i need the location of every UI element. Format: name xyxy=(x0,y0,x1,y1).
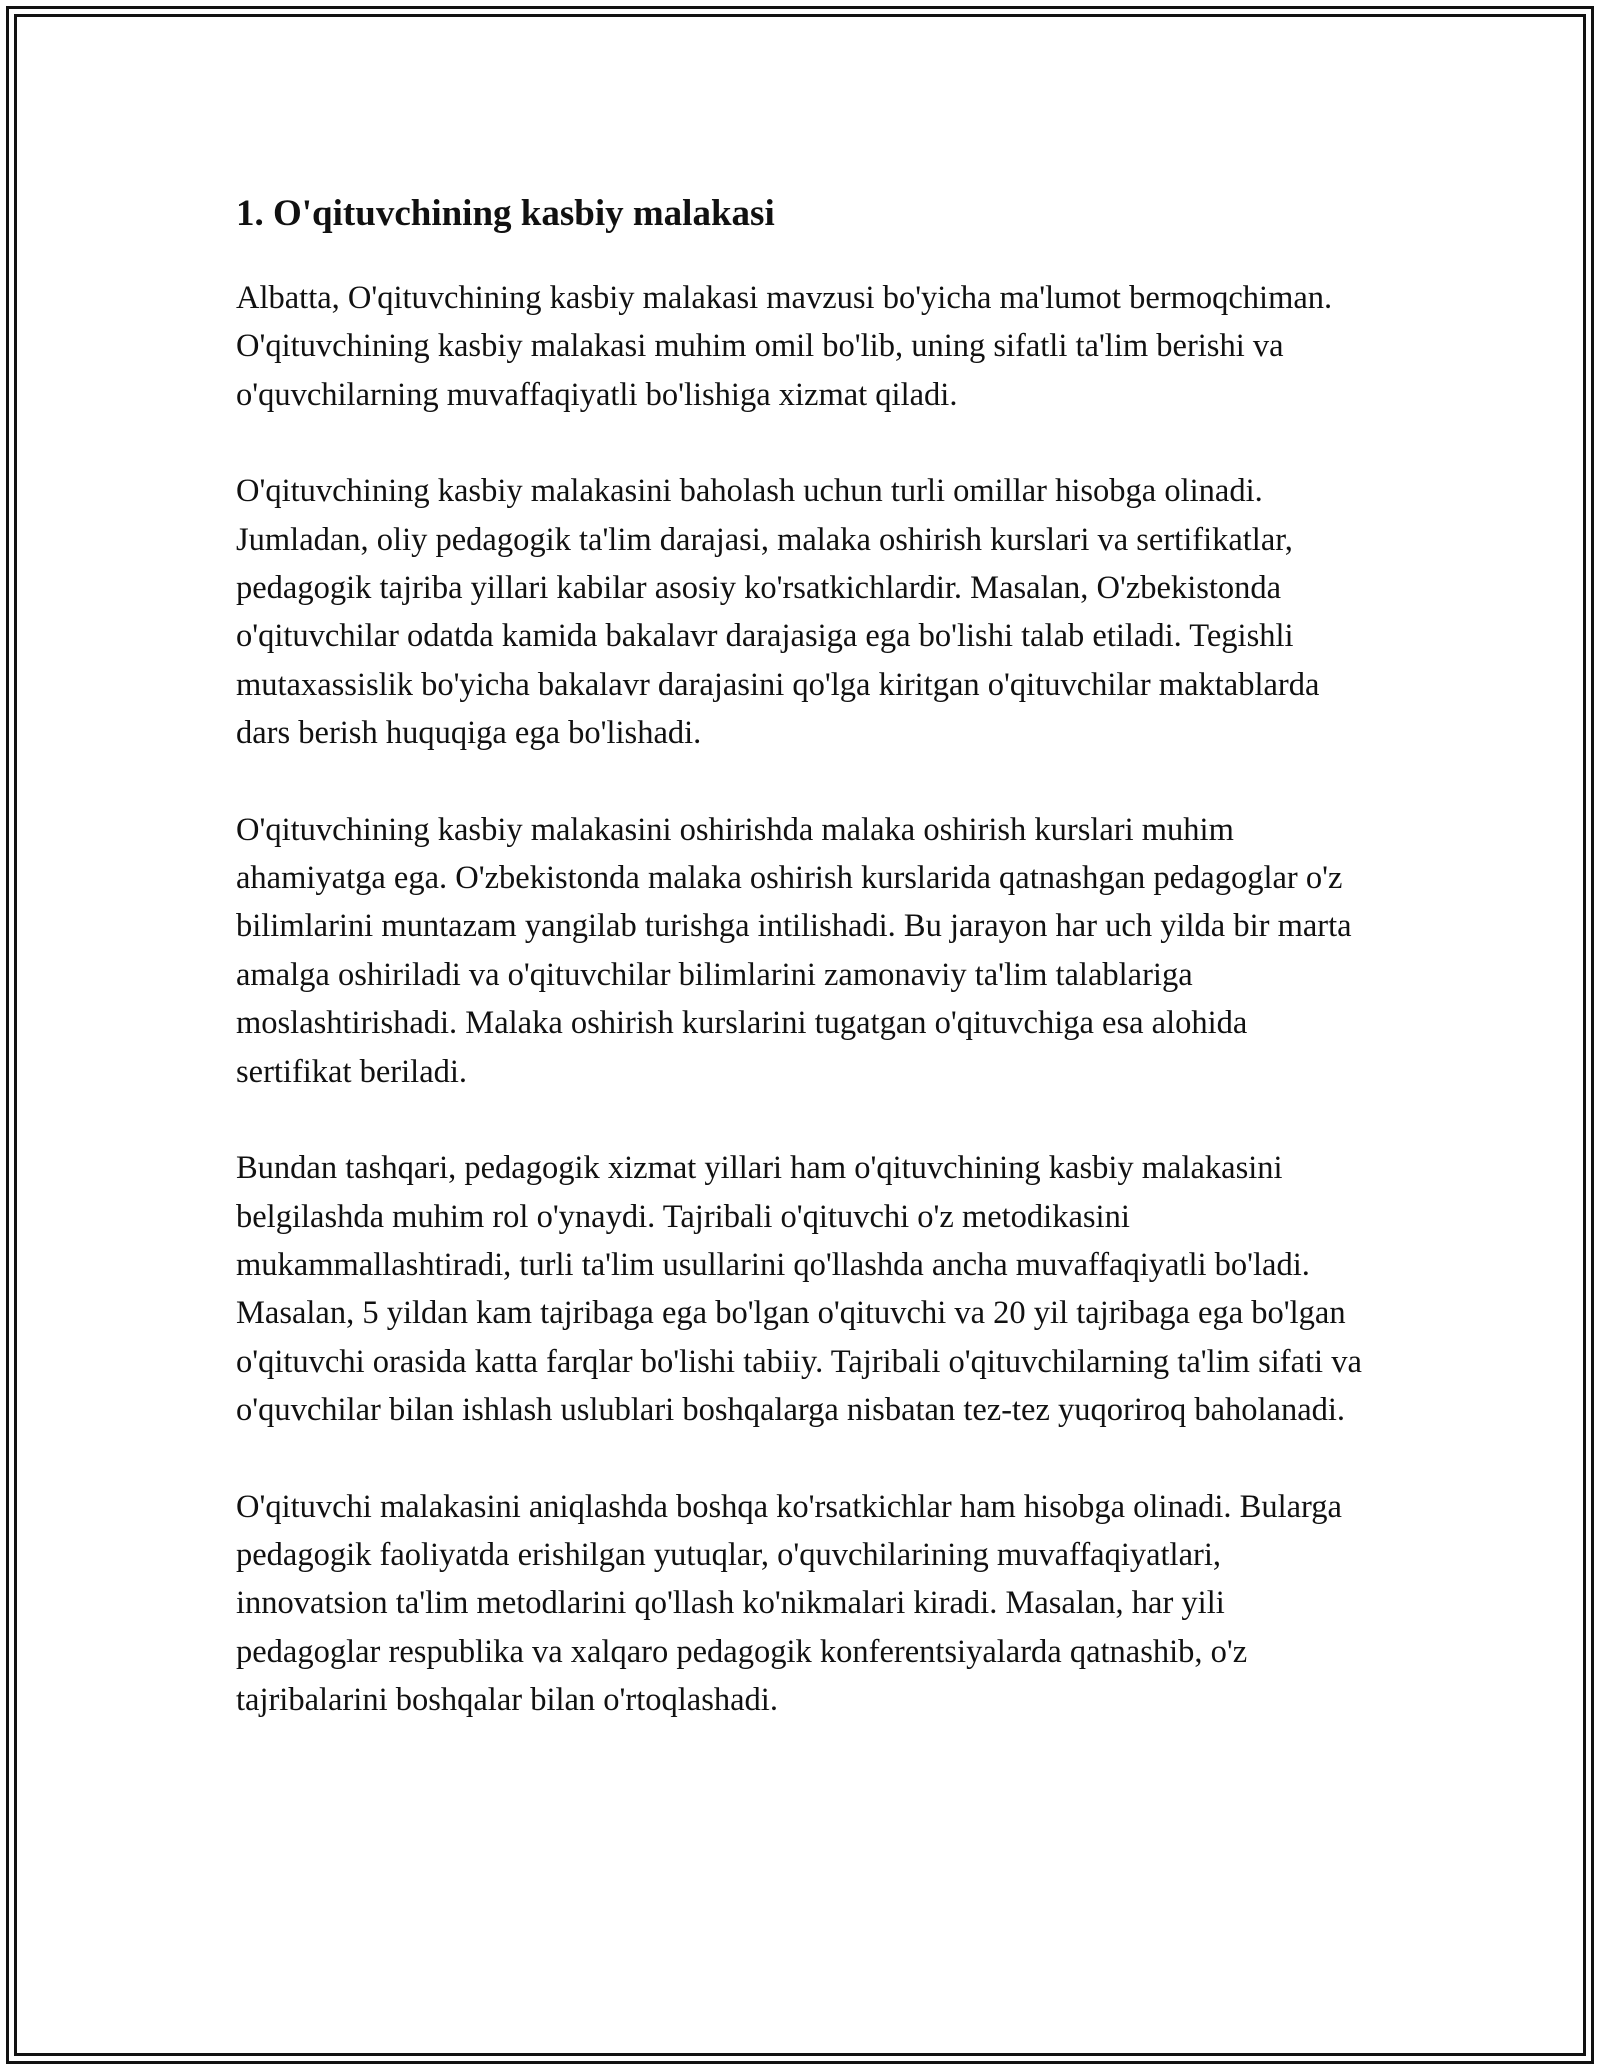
paragraph-experience: Bundan tashqari, pedagogik xizmat yillari ham o'qituvchining kasbiy malakasini belgilashda muhim rol o'ynaydi. Tajribali o'qituvchi o'z metodikasini mukammallashtiradi, turli ta'lim usullarini qo'llashda ancha muvaffaqiyatli bo'ladi. Masalan, 5 yildan kam tajribaga ega bo'lgan o'qituvchi va 20 yil tajribaga ega bo'lgan o'qituvchi orasida katta farqlar bo'lishi tabiiy. Tajribali o'qituvchilarning ta'lim sifati va o'quvchilar bilan ishlash uslublari boshqalarga nisbatan tez-tez yuqoriroq baholanadi. xyxy=(236,1150,1362,1429)
paragraph-evaluation-factors: O'qituvchining kasbiy malakasini baholash uchun turli omillar hisobga olinadi. Jumladan, oliy pedagogik ta'lim darajasi, malaka oshirish kurslari va sertifikatlar, pedagogik tajriba yillari kabilar asosiy ko'rsatkichlardir. Masalan, O'zbekistonda o'qituvchilar odatda kamida bakalavr darajasiga ega bo'lishi talab etiladi. Tegishli mutaxassislik bo'yicha bakalavr darajasini qo'lga kiritgan o'qituvchilar maktablarda dars berish huquqiga ega bo'lishadi. xyxy=(236,473,1320,752)
paragraph-training-courses: O'qituvchining kasbiy malakasini oshirishda malaka oshirish kurslari muhim ahamiyatga ega. O'zbekistonda malaka oshirish kurslarida qatnashgan pedagoglar o'z bilimlarini muntazam yangilab turishga intilishadi. Bu jarayon har uch yilda bir marta amalga oshiriladi va o'qituvchilar bilimlarini zamonaviy ta'lim talablariga moslashtirishadi. Malaka oshirish kurslarini tugatgan o'qituvchiga esa alohida sertifikat beriladi. xyxy=(236,811,1352,1090)
section-heading: 1. O'qituvchining kasbiy malakasi xyxy=(236,193,775,234)
paragraph-intro: Albatta, O'qituvchining kasbiy malakasi mavzusi bo'yicha ma'lumot bermoqchiman. O'qituvchining kasbiy malakasi muhim omil bo'lib, uning sifatli ta'lim berishi va o'quvchilarning muvaffaqiyatli bo'lishiga xizmat qiladi. xyxy=(236,280,1333,413)
document-body xyxy=(236,186,1366,1773)
paragraph-other-indicators: O'qituvchi malakasini aniqlashda boshqa ko'rsatkichlar ham hisobga olinadi. Bularga pedagogik faoliyatda erishilgan yutuqlar, o'quvchilarining muvaffaqiyatlari, innovatsion ta'lim metodlarini qo'llash ko'nikmalari kiradi. Masalan, har yili pedagoglar respublika va xalqaro pedagogik konferentsiyalarda qatnashib, o'z tajribalarini boshqalar bilan o'rtoqlashadi. xyxy=(236,1488,1342,1719)
